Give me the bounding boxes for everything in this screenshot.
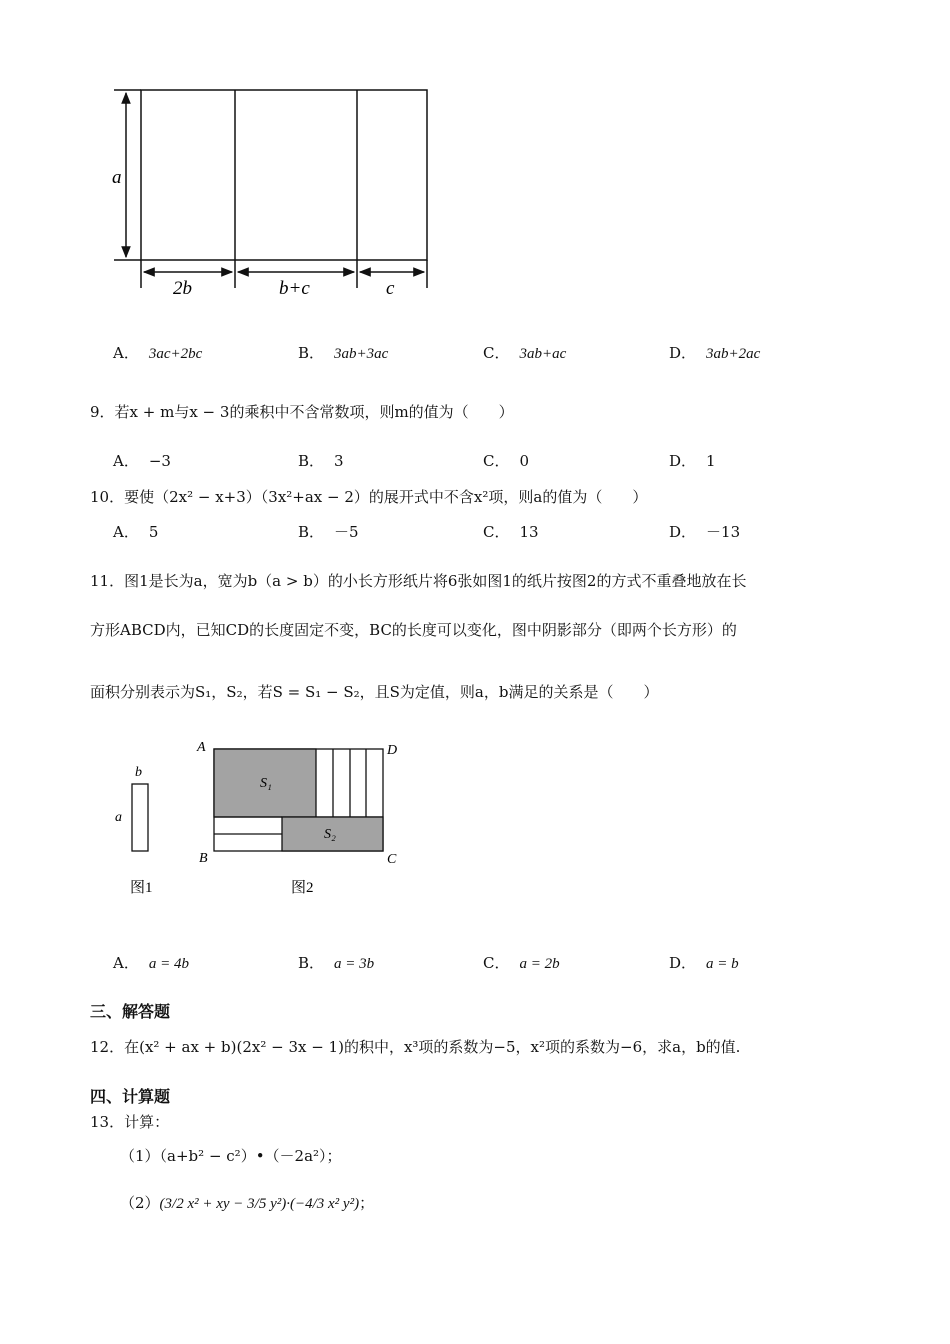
q11-line-2: 方形ABCD内，已知CD的长度固定不变，BC的长度可以变化，图中阴影部分（即两个长方形）的 [90,621,737,639]
q10-option-b[interactable]: B． －5 [298,523,359,541]
label-s1: S₁ [260,776,272,791]
vertex-a: A [197,740,206,755]
big-rectangle [141,90,427,260]
fig1-caption: 图1 [130,880,153,896]
q8-option-a[interactable]: A． 3ac+2bc [113,344,203,362]
q13-part-2-expression: (3/2 x² + xy − 3/5 y²)·(−4/3 x² y²) [159,1196,360,1212]
vertex-c: C [387,852,397,867]
q13-stem: 13．计算： [90,1113,170,1131]
q10-option-d[interactable]: D． －13 [669,523,741,541]
vertex-d: D [387,743,398,758]
label-2b: 2b [173,278,192,299]
q11-option-b[interactable]: B． a = 3b [298,954,375,972]
q11-line-3: 面积分别表示为S₁，S₂，若S = S₁ − S₂，且S为定值，则a，b满足的关系是（ ） [90,683,659,701]
q8-option-c[interactable]: C． 3ab+ac [483,344,567,362]
section-heading-3: 三、解答题 [90,1002,171,1021]
q13-part-1: （1）（a+b² − c²）•（－2a²）； [120,1147,342,1165]
q9-stem: 9．若x + m与x − 3的乘积中不含常数项，则m的值为（ ） [90,403,514,421]
q10-stem: 10．要使（2x² − x+3）（3x²+ax − 2）的展开式中不含x²项，则a的值为（ ） [90,488,648,506]
q9-option-b[interactable]: B． 3 [298,452,344,470]
q8-option-b[interactable]: B． 3ab+3ac [298,344,389,362]
vertex-b: B [199,851,208,866]
q13-part-2-suffix: ； [359,1194,375,1212]
label-c: c [386,278,395,299]
q13-part-2-prefix: （2） [120,1194,160,1212]
label-b-plus-c: b+c [279,278,310,299]
q12-stem: 12．在(x² + ax + b)(2x² − 3x − 1)的积中，x³项的系数为−5，x²项的系数为−6，求a，b的值. [90,1038,741,1056]
fig1-label-a: a [115,810,122,825]
q10-option-c[interactable]: C． 13 [483,523,539,541]
q13-part-2 [120,1192,374,1213]
q11-figure-1 [108,758,168,902]
q9-option-c[interactable]: C． 0 [483,452,530,470]
q11-option-d[interactable]: D． a = b [669,954,739,972]
fig2-caption: 图2 [291,880,314,896]
fig1-label-b: b [135,765,142,780]
small-rectangle [132,784,148,851]
q8-rectangle-figure [108,84,438,299]
q11-option-c[interactable]: C． a = 2b [483,954,560,972]
q8-option-d[interactable]: D． 3ab+2ac [669,344,761,362]
q10-option-a[interactable]: A． 5 [113,523,159,541]
q11-figure-2 [192,736,412,902]
label-s2: S₂ [324,827,336,842]
q11-line-1: 11．图1是长为a，宽为b（a > b）的小长方形纸片将6张如图1的纸片按图2的方式不重叠地放在长 [90,572,747,590]
q9-option-a[interactable]: A． −3 [113,452,171,470]
label-a: a [112,167,122,188]
section-heading-4: 四、计算题 [90,1087,171,1106]
q11-option-a[interactable]: A． a = 4b [113,954,189,972]
q9-option-d[interactable]: D． 1 [669,452,716,470]
